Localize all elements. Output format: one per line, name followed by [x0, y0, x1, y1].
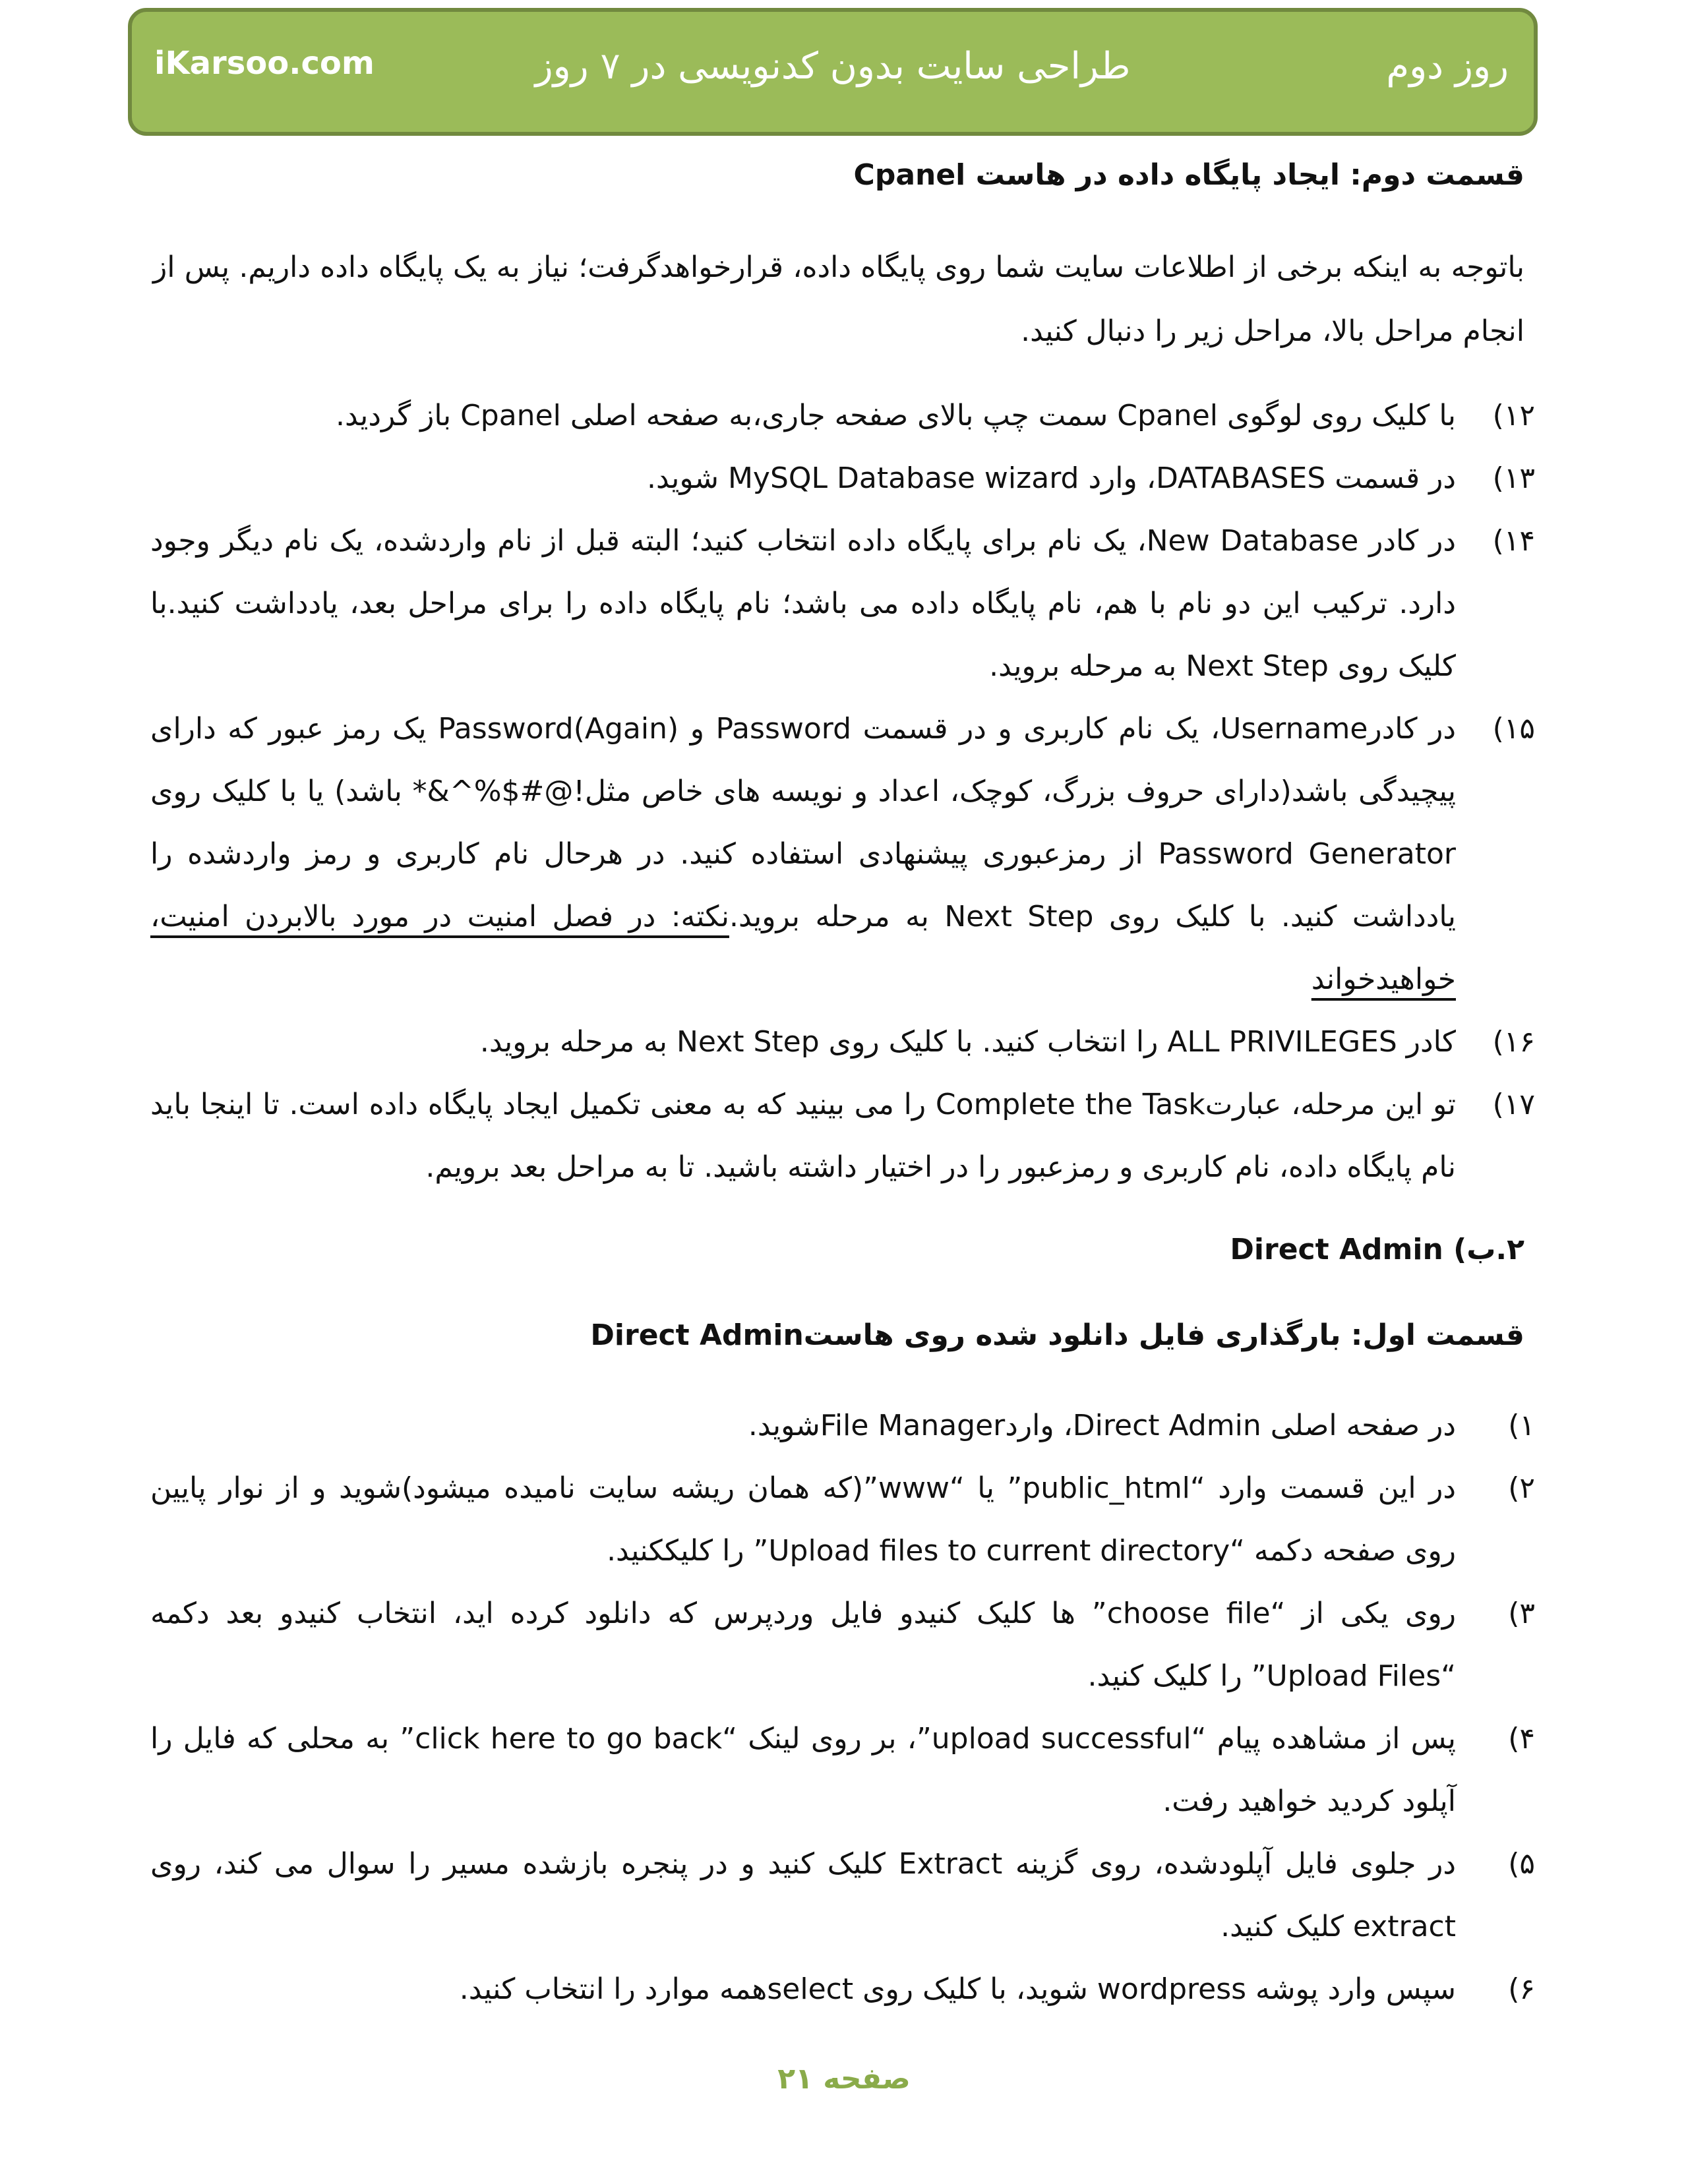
list-item [150, 1457, 1535, 1582]
list-item [150, 447, 1535, 510]
step-number: ۱۷) [1492, 1088, 1535, 1121]
step-text: در این قسمت وارد “public_html” یا “www”(که همان ریشه سایت نامیده میشود)شوید و از نوار پایین روی صفحه دکمه “Upload files to current directory” را کلیککنید. [150, 1471, 1456, 1568]
book-title: طراحی سایت بدون کدنویسی در ۷ روز [535, 45, 1131, 88]
step-number: ۶) [1508, 1972, 1535, 2006]
list-item [150, 1394, 1535, 1457]
step-text: در جلوی فایل آپلودشده، روی گزینه Extract کلیک کنید و در پنجره بازشده مسیر را سوال می کند، روی extract کلیک کنید. [150, 1847, 1456, 1943]
step-text: کادر ALL PRIVILEGES را انتخاب کنید. با کلیک روی Next Step به مرحله بروید. [479, 1025, 1456, 1059]
step-number: ۱۲) [1492, 399, 1535, 432]
step-text: با کلیک روی لوگوی Cpanel سمت چپ بالای صفحه جاری،به صفحه اصلی Cpanel باز گردید. [336, 399, 1456, 432]
security-note: نکته: در فصل امنیت در مورد بالابردن امنیت، خواهیدخواند [150, 900, 1456, 996]
step-text: در صفحه اصلی Direct Admin، واردFile Managerشوید. [748, 1409, 1456, 1442]
section-heading-directadmin: قسمت اول: بارگذاری فایل دانلود شده روی هاستDirect Admin [590, 1318, 1524, 1352]
list-item [150, 510, 1535, 697]
step-number: ۱۵) [1492, 712, 1535, 746]
cpanel-steps [150, 384, 1535, 1198]
page-header [128, 8, 1538, 136]
list-item [150, 1833, 1535, 1958]
directadmin-steps [150, 1394, 1535, 2021]
list-item [150, 1073, 1535, 1198]
intro-paragraph: باتوجه به اینکه برخی از اطلاعات سایت شما روی پایگاه داده، قرارخواهدگرفت؛ نیاز به یک پایگاه داده داریم. پس از انجام مراحل بالا، مراحل زیر را دنبال کنید. [153, 251, 1524, 348]
page-number: صفحه ۲۱ [777, 2062, 911, 2096]
step-text: روی یکی از “choose file” ها کلیک کنیدو فایل وردپرس که دانلود کرده اید، انتخاب کنیدو بعد دکمه “Upload Files” را کلیک کنید. [150, 1597, 1456, 1693]
site-name: iKarsoo.com [154, 45, 375, 82]
step-text: پس از مشاهده پیام “upload successful”، بر روی لینک “click here to go back” به محلی که فایل را آپلود کردید خواهید رفت. [150, 1722, 1456, 1818]
step-number: ۱۶) [1492, 1025, 1535, 1059]
list-item [150, 1011, 1535, 1073]
step-text: در قسمت DATABASES، وارد MySQL Database wizard شوید. [647, 461, 1456, 495]
section-title-directadmin: ۲.ب) Direct Admin [1230, 1233, 1524, 1266]
list-item [150, 697, 1535, 1011]
step-text: در کادر New Database، یک نام برای پایگاه داده انتخاب کنید؛ البته قبل از نام واردشده، یک نام دیگر وجود دارد. ترکیب این دو نام با هم، نام پایگاه داده می باشد؛ نام پایگاه داده را برای مراحل بعد، یادداشت کنید.با کلیک روی Next Step به مرحله بروید. [150, 524, 1457, 683]
step-number: ۳) [1508, 1597, 1535, 1630]
list-item [150, 1582, 1535, 1707]
step-text: تو این مرحله، عبارتComplete the Task را می بینید که به معنی تکمیل ایجاد پایگاه داده است. تا اینجا باید نام پایگاه داده، نام کاربری و رمزعبور را در اختیار داشته باشید. تا به مراحل بعد برویم. [150, 1088, 1456, 1184]
step-number: ۴) [1508, 1722, 1535, 1756]
list-item [150, 384, 1535, 447]
section-heading-cpanel: قسمت دوم: ایجاد پایگاه داده در هاست Cpanel [853, 158, 1524, 192]
step-number: ۱) [1508, 1409, 1535, 1442]
step-number: ۱۴) [1492, 524, 1535, 558]
list-item [150, 1958, 1535, 2021]
day-label: روز دوم [1386, 45, 1509, 88]
list-item [150, 1707, 1535, 1833]
step-number: ۲) [1508, 1471, 1535, 1505]
step-text: در کادرUsername، یک نام کاربری و در قسمت Password و Password(Again) یک رمز عبور که دارای پیچیدگی باشد(دارای حروف بزرگ، کوچک، اعداد و نویسه های خاص مثل!@#$%^&* باشد) یا با کلیک روی Password Generator از رمزعبوری پیشنهادی استفاده کنید. در هرحال نام کاربری و رمز واردشده را یادداشت کنید. با کلیک روی Next Step به مرحله بروید. [150, 712, 1456, 933]
step-text: سپس وارد پوشه wordpress شوید، با کلیک روی selectهمه موارد را انتخاب کنید. [459, 1972, 1456, 2006]
step-number: ۱۳) [1492, 461, 1535, 495]
step-number: ۵) [1508, 1847, 1535, 1881]
